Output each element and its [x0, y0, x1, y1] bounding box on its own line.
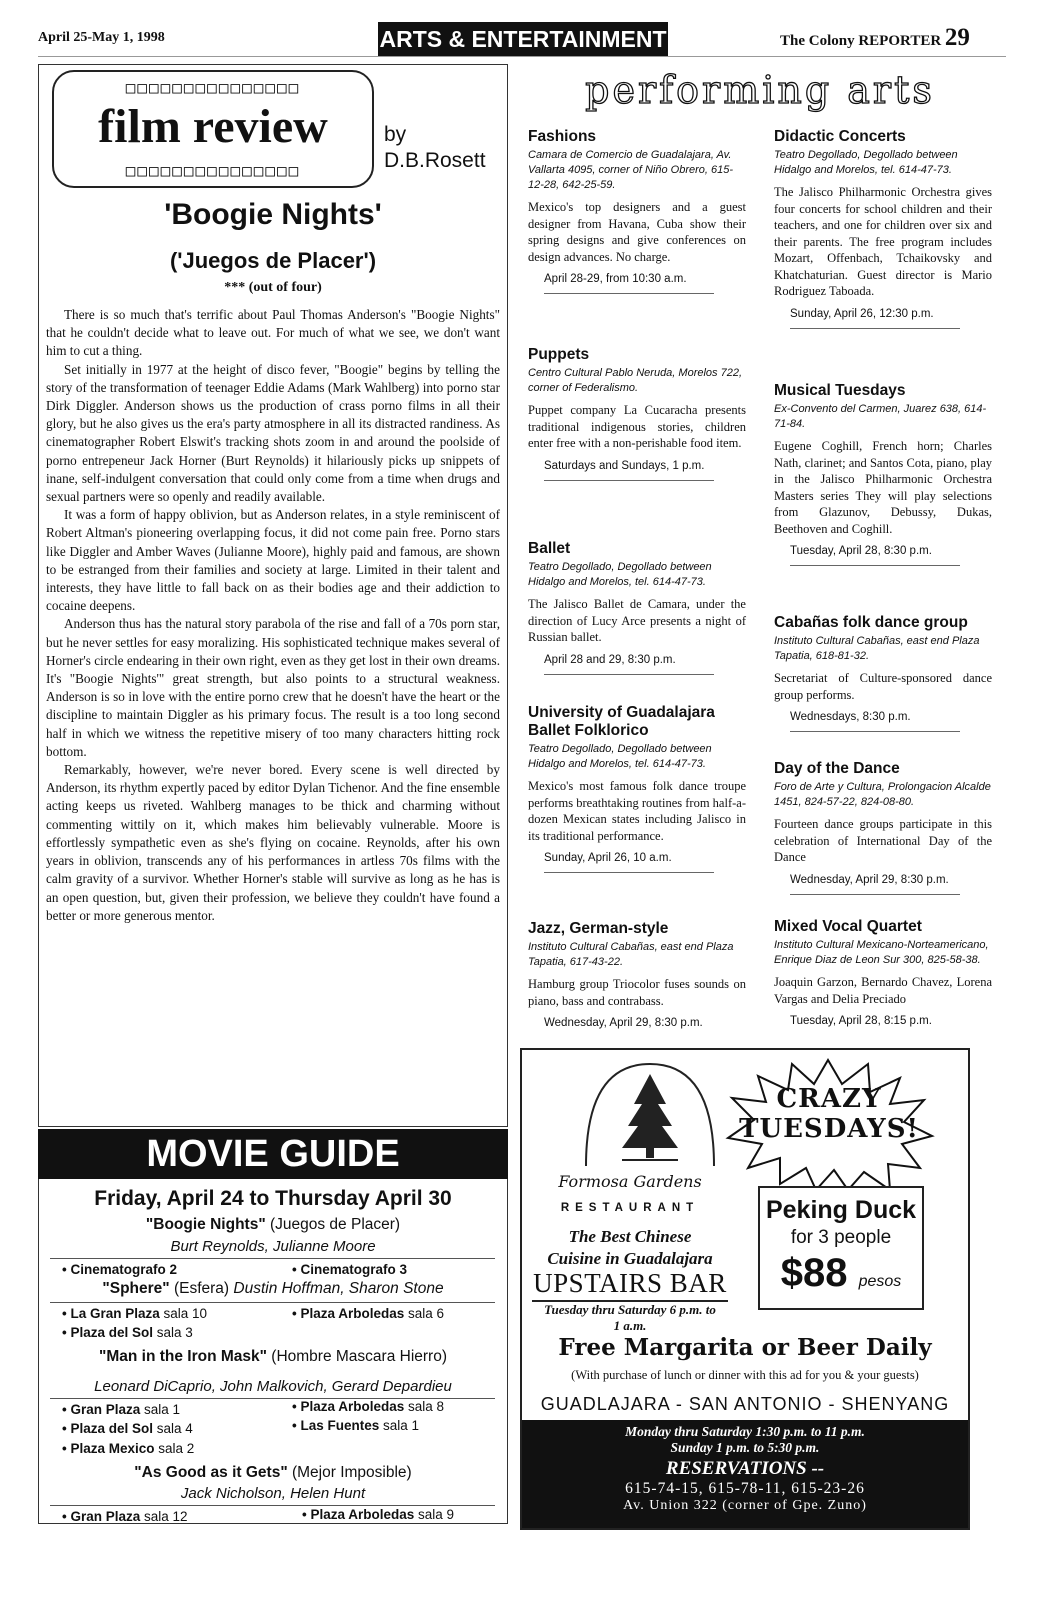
event-jazz	[528, 920, 746, 1029]
event-rule	[790, 894, 960, 895]
event-time: Wednesdays, 8:30 p.m.	[790, 711, 911, 723]
movie-venue	[292, 1262, 407, 1277]
movie-title-en: "As Good as it Gets"	[134, 1464, 288, 1481]
free-drink-offer: Free Margarita or Beer Daily	[558, 1334, 932, 1361]
event-time: Saturdays and Sundays, 1 p.m.	[544, 459, 705, 472]
movie-guide-dates: Friday, April 24 to Thursday April 30	[94, 1187, 452, 1210]
movie-title-es: (Esfera)	[169, 1280, 234, 1297]
event-ballet	[528, 540, 746, 675]
review-paragraph: There is so much that's terrific about Paul Thomas Anderson's "Boogie Nights" that he couldn't decide what to leave out. For much of what we see, we don't want him to cut a thing.	[46, 307, 500, 359]
movie-rule	[50, 1302, 495, 1303]
event-ballet-folklorico	[528, 704, 746, 873]
price-amount: $88	[780, 1251, 848, 1295]
event-venue: Camara de Comercio de Guadalajara, Av. Vallarta 4095, corner of Niño Obrero, 615-12-28, 642-25-59.	[528, 149, 734, 191]
film-strip-bottom: □□□□□□□□□□□□□□□	[125, 161, 301, 180]
bar-hours: Tuesday thru Saturday 6 p.m. to 1 a.m.	[544, 1302, 716, 1333]
event-mixed-vocal-quartet	[774, 918, 992, 1027]
venue-name: • Gran Plaza	[62, 1402, 141, 1417]
event-venue: Centro Cultural Pablo Neruda, Morelos 722, corner of Federalismo.	[528, 367, 743, 394]
event-name: Jazz, German-style	[528, 920, 669, 937]
venue-sala: sala 1	[140, 1402, 181, 1417]
movie-title	[38, 1280, 508, 1298]
movie-venue	[62, 1402, 180, 1417]
movie-venue	[62, 1306, 207, 1321]
film-spanish-title: ('Juegos de Placer')	[169, 248, 377, 273]
movie-title-en: "Sphere"	[102, 1280, 170, 1297]
movie-venue	[62, 1509, 188, 1524]
event-venue: Instituto Cultural Cabañas, east end Plaza Tapatia, 618-81-32.	[774, 635, 980, 662]
movie-cast: Burt Reynolds, Julianne Moore	[170, 1238, 376, 1255]
venue-sala: sala 2	[154, 1441, 195, 1456]
film-rating: *** (out of four)	[224, 280, 322, 295]
price-currency: pesos	[858, 1273, 902, 1290]
event-rule	[544, 293, 714, 294]
film-title: 'Boogie Nights'	[164, 198, 382, 231]
paper-name	[780, 24, 970, 52]
event-description: Hamburg group Triocolor fuses sounds on piano, bass and contrabass.	[528, 977, 746, 1008]
event-rule	[790, 565, 960, 566]
event-time: Tuesday, April 28, 8:30 p.m.	[790, 545, 932, 557]
venue-name: • Plaza del Sol	[62, 1325, 154, 1340]
event-venue: Teatro Degollado, Degollado between Hidalgo and Morelos, tel. 614-47-73.	[528, 561, 712, 588]
event-rule	[790, 731, 960, 732]
hours-sunday: Sunday 1 p.m. to 5:30 p.m.	[670, 1440, 820, 1455]
event-venue: Teatro Degollado, Degollado between Hidalgo and Morelos, tel. 614-47-73.	[528, 743, 712, 770]
event-name: Cabañas folk dance group	[774, 614, 968, 631]
event-time: Tuesday, April 28, 8:15 p.m.	[790, 1015, 932, 1027]
restaurant-address: Av. Union 322 (corner of Gpe. Zuno)	[623, 1498, 867, 1513]
event-name: Ballet	[528, 540, 571, 557]
movie-venue	[292, 1306, 444, 1321]
venue-sala: sala 9	[414, 1507, 455, 1522]
event-name: Day of the Dance	[774, 760, 900, 777]
movie-rule	[50, 1258, 495, 1259]
movie-cast: Jack Nicholson, Helen Hunt	[180, 1485, 366, 1502]
pine-tree-logo-icon	[582, 1060, 718, 1173]
film-review-heading: film review	[98, 100, 328, 153]
section-banner: ARTS & ENTERTAINMENT	[378, 22, 668, 56]
event-rule	[544, 872, 714, 873]
venue-name: • Plaza Arboledas	[302, 1507, 415, 1522]
crazy-tuesdays: CRAZY TUESDAYS!	[739, 1084, 919, 1144]
movie-title-es: (Hombre Mascara Hierro)	[266, 1348, 447, 1365]
event-description: Mexico's most famous folk dance troupe performs breathtaking routines from half-a-dozen Mexican states including Jalisco in its traditional performance.	[528, 779, 746, 843]
movie-venue	[292, 1418, 419, 1433]
special-for: for 3 people	[790, 1227, 892, 1248]
venue-sala: sala 10	[159, 1306, 208, 1321]
movie-guide-banner: MOVIE GUIDE	[38, 1129, 508, 1179]
event-description: Mexico's top designers and a guest designer from Havana, Cuba show their spring designs and give conferences on design advances. No charge.	[528, 200, 746, 264]
venue-name: • Plaza Arboledas	[292, 1399, 405, 1414]
event-venue: Ex-Convento del Carmen, Juarez 638, 614-71-84.	[774, 403, 987, 430]
event-time: Wednesday, April 29, 8:30 p.m.	[544, 1017, 703, 1029]
event-venue: Instituto Cultural Cabañas, east end Plaza Tapatia, 617-43-22.	[528, 941, 734, 968]
venue-sala: sala 6	[404, 1306, 445, 1321]
venue-name: • Plaza del Sol	[62, 1421, 154, 1436]
movie-venue	[62, 1441, 194, 1456]
event-description: Eugene Coghill, French horn; Charles Nath, clarinet; and Santos Cota, piano, play in the Jalisco Philharmonic Orchestra Masters series They will play selections from Glazunov, Debussy, Dukas, Beethoven and Coghill.	[774, 439, 992, 536]
restaurant-name: Formosa Gardens	[558, 1172, 702, 1191]
event-time: Sunday, April 26, 12:30 p.m.	[790, 307, 934, 320]
byline-by: by	[384, 123, 407, 146]
venue-name: • Plaza Arboledas	[292, 1306, 405, 1321]
restaurant-tagline: The Best Chinese Cuisine in Guadalajara	[547, 1227, 713, 1268]
event-description: Joaquin Garzon, Bernardo Chavez, Lorena Vargas and Delia Preciado	[774, 975, 992, 1006]
event-musical-tuesdays	[774, 382, 992, 566]
venue-name: • Cinematografo 2	[62, 1262, 177, 1277]
review-paragraph: Remarkably, however, we're never bored. Every scene is well directed by Anderson, its rhythm expertly paced by editor Dylan Tichenor. And the fine ensemble acting keeps us riveted. Wahlberg manages to be thick and charming without commenting wittily on it, which makes him believably vulnerable. Moore is effortlessly sympathetic even as she's flying on cocaine. Reynolds, after his own years in oblivion, transcends any of his performances in artless 70s films with the calm gravity of a survivor. Whether Horner's stable will survive as long as he has is an open question, but, given their profession, we believe they couldn't have found a better or more generous mentor.	[46, 762, 500, 923]
movie-venue	[62, 1325, 193, 1340]
reservations-label: RESERVATIONS --	[665, 1458, 825, 1479]
event-name: University of Guadalajara Ballet Folklorico	[528, 704, 715, 739]
event-description: Fourteen dance groups participate in this celebration of International Day of the Dance	[774, 817, 992, 864]
venue-name: • Gran Plaza	[62, 1509, 141, 1524]
movie-title	[38, 1216, 508, 1234]
review-paragraph: Set initially in 1977 at the height of disco fever, "Boogie" begins by telling the story of the transformation of teenager Eddie Adams (Mark Wahlberg) into porno star Dirk Diggler. Anderson shows us the production of crass porno films in all their glory, but he also gives us the era's party atmosphere in all its distracted randiness. As cinematographer Robert Elswit's tracking shots zoom in and around the poolside of porno entrepeneur Jack Horner (Burt Reynolds) it hilariously picks up snippets of inane, self-indulgent conversation that could only come from a time when drugs and sexual partners were so openly and readily available.	[46, 361, 500, 505]
venue-name: • La Gran Plaza	[62, 1306, 160, 1321]
event-time: Wednesday, April 29, 8:30 p.m.	[790, 873, 949, 886]
upstairs-bar: UPSTAIRS BAR	[533, 1268, 727, 1298]
event-description: Secretariat of Culture-sponsored dance group performs.	[774, 671, 992, 702]
event-venue: Foro de Arte y Cultura, Prolongacion Alcalde 1451, 824-57-22, 824-08-80.	[774, 781, 991, 808]
event-venue: Teatro Degollado, Degollado between Hidalgo and Morelos, tel. 614-47-73.	[774, 149, 958, 176]
event-rule	[544, 480, 714, 481]
review-paragraph: Anderson thus has the natural story parabola of the rise and fall of a 70s porn star, but he never settles for easy moralizing. His sophisticated technique makes several of Horner's circle endearing in their own right, even as they get lost in their own dreams. It's "Boogie Nights'" great strength, but also points to a structural weakness. Anderson is so in love with the entire porno crew that he doesn't have the heart or the discipline to maintain Diggler as his primary focus. The result is a too long second half in which we witness the repetitive misery of too many characters hitting rock bottom.	[46, 616, 500, 759]
issue-date: April 25-May 1, 1998	[38, 30, 165, 45]
event-time: April 28 and 29, 8:30 p.m.	[544, 653, 676, 666]
movie-title-en: "Man in the Iron Mask"	[98, 1348, 267, 1365]
movie-cast: Dustin Hoffman, Sharon Stone	[233, 1280, 444, 1297]
event-rule	[790, 328, 960, 329]
event-name: Puppets	[528, 346, 590, 363]
event-rule	[544, 674, 714, 675]
phone-numbers: 615-74-15, 615-78-11, 615-23-26	[625, 1480, 865, 1497]
venue-sala: sala 1	[379, 1418, 420, 1433]
event-day-of-the-dance	[774, 760, 992, 895]
hours-weekday: Monday thru Saturday 1:30 p.m. to 11 p.m.	[625, 1424, 865, 1439]
special-box	[758, 1186, 924, 1310]
movie-title-es: (Mejor Imposible)	[287, 1464, 412, 1481]
paper-title: The Colony REPORTER	[780, 33, 942, 49]
venue-sala: sala 4	[153, 1421, 193, 1436]
movie-cast: Leonard DiCaprio, John Malkovich, Gerard Depardieu	[94, 1378, 452, 1395]
ad-footer	[522, 1420, 968, 1528]
venue-sala: sala 12	[140, 1509, 188, 1524]
movie-venue	[62, 1421, 193, 1436]
page-number: 29	[944, 24, 970, 51]
event-description: The Jalisco Philharmonic Orchestra gives four concerts for school children and their teachers, and one for children over six and their parents. The free program includes Mozart, Offenbach, Tchaikovsky and Khatchaturian. Guest director is Mario Rodriguez Taboada.	[774, 185, 992, 298]
event-description: The Jalisco Ballet de Camara, under the direction of Lucy Arce presents a night of Russian ballet.	[528, 597, 746, 644]
restaurant-label: RESTAURANT	[560, 1202, 700, 1214]
event-cabanas-folk-dance	[774, 614, 992, 732]
movie-title-en: "Boogie Nights"	[145, 1216, 266, 1233]
film-strip-top: □□□□□□□□□□□□□□□	[125, 78, 301, 97]
movie-title-es: (Juegos de Placer)	[265, 1216, 401, 1233]
event-description: Puppet company La Cucaracha presents traditional indigenous stories, children enter free with a non-perishable food item.	[528, 403, 746, 450]
byline-author: D.B.Rosett	[384, 149, 486, 172]
event-name: Didactic Concerts	[774, 128, 906, 145]
event-time: April 28-29, from 10:30 a.m.	[544, 273, 687, 285]
venue-name: • Cinematografo 3	[292, 1262, 407, 1277]
venue-sala: sala 3	[153, 1325, 193, 1340]
special-price	[760, 1251, 922, 1296]
movie-venue	[302, 1507, 454, 1522]
event-name: Musical Tuesdays	[774, 382, 906, 399]
byline	[384, 122, 486, 174]
event-venue: Instituto Cultural Mexicano-Norteamericano, Enrique Diaz de Leon Sur 300, 825-58-38.	[774, 939, 989, 966]
special-name: Peking Duck	[765, 1196, 917, 1224]
movie-rule	[50, 1505, 495, 1506]
movie-venue	[292, 1399, 444, 1414]
restaurant-cities: GUADLAJARA - SAN ANTONIO - SHENYANG	[540, 1394, 950, 1414]
header-rule	[38, 56, 1006, 57]
movie-venue	[62, 1262, 177, 1277]
review-body	[46, 306, 500, 925]
event-name: Fashions	[528, 128, 597, 145]
film-review-logo	[52, 70, 374, 188]
event-puppets	[528, 346, 746, 481]
performing-arts-heading: performing arts	[585, 68, 935, 112]
event-didactic-concerts	[774, 128, 992, 329]
movie-title	[38, 1464, 508, 1482]
venue-name: • Las Fuentes	[292, 1418, 380, 1433]
venue-sala: sala 8	[404, 1399, 445, 1414]
event-fashions	[528, 128, 746, 294]
venue-name: • Plaza Mexico	[62, 1441, 155, 1456]
movie-title	[38, 1348, 508, 1366]
event-time: Sunday, April 26, 10 a.m.	[544, 852, 672, 864]
event-name: Mixed Vocal Quartet	[774, 918, 922, 935]
review-paragraph: It was a form of happy oblivion, but as Anderson relates, in a style reminiscent of Robert Altman's pioneering overlapping focus, it did not come pain free. Porno stars like Diggler and Amber Waves (Julianne Moore), highly paid and famous, are shown to be estranged from their families and society at large. Limited in their talent and interests, they have little to fall back on as their bodies age and their addiction to cocaine deepens.	[46, 507, 500, 614]
offer-condition: (With purchase of lunch or dinner with this ad for you & your guests)	[571, 1368, 919, 1382]
